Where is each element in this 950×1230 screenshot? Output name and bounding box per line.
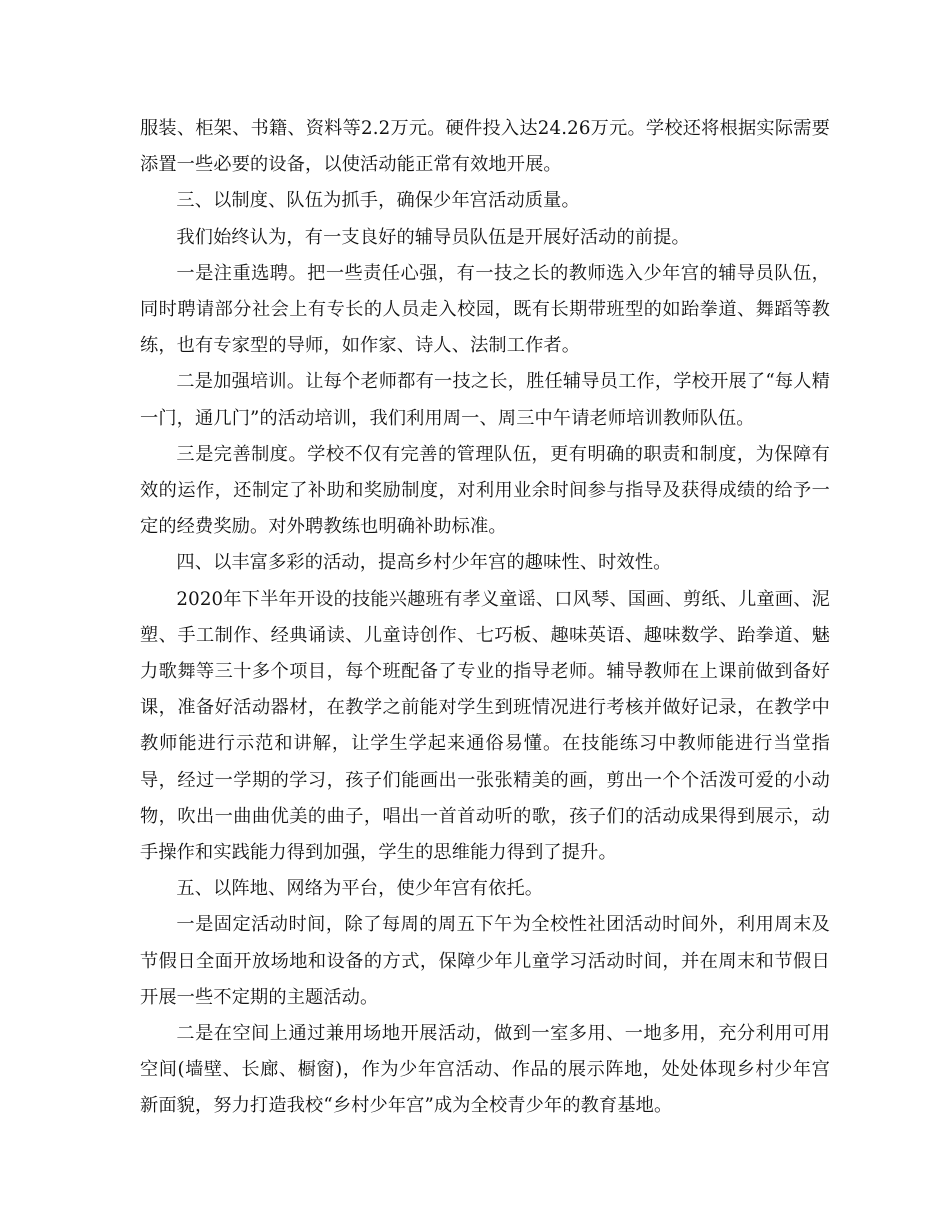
paragraph-system: 三是完善制度。学校不仅有完善的管理队伍，更有明确的职责和制度，为保障有效的运作，还制定了补助和奖励制度，对利用业余时间参与指导及获得成绩的给予一定的经费奖励。对外聘教练也明确补助标准。 [140, 443, 830, 538]
heading-section-four: 四、以丰富多彩的活动，提高乡村少年宫的趣味性、时效性。 [176, 552, 672, 574]
document-body [140, 111, 830, 1125]
paragraph-funding-continued: 服装、柜架、书籍、资料等2.2万元。硬件投入达24.26万元。学校还将根据实际需要添置一些必要的设备，以使活动能正常有效地开展。 [140, 118, 830, 176]
paragraph-interest-classes: 2020年下半年开设的技能兴趣班有孝义童谣、口风琴、国画、剪纸、儿童画、泥塑、手工制作、经典诵读、儿童诗创作、七巧板、趣味英语、趣味数学、跆拳道、魅力歌舞等三十多个项目，每个班配备了专业的指导老师。辅导教师在上课前做到备好课，准备好活动器材，在教学之前能对学生到班情况进行考核并做好记录，在教学中教师能进行示范和讲解，让学生学起来通俗易懂。在技能练习中教师能进行当堂指导，经过一学期的学习，孩子们能画出一张张精美的画，剪出一个个活泼可爱的小动物，吹出一曲曲优美的曲子，唱出一首首动听的歌，孩子们的活动成果得到展示，动手操作和实践能力得到加强，学生的思维能力得到了提升。 [140, 588, 830, 864]
paragraph-selection: 一是注重选聘。把一些责任心强，有一技之长的教师选入少年宫的辅导员队伍，同时聘请部分社会上有专长的人员走入校园，既有长期带班型的如跆拳道、舞蹈等教练，也有专家型的导师，如作家、诗人、法制工作者。 [140, 262, 830, 357]
paragraph-counselor-premise: 我们始终认为，有一支良好的辅导员队伍是开展好活动的前提。 [176, 226, 690, 248]
paragraph-space-usage: 二是在空间上通过兼用场地开展活动，做到一室多用、一地多用，充分利用可用空间(墙壁、长廊、橱窗)，作为少年宫活动、作品的展示阵地，处处体现乡村少年宫新面貌，努力打造我校“乡村少年宫”成为全校青少年的教育基地。 [140, 1023, 830, 1117]
paragraph-activity-time: 一是固定活动时间，除了每周的周五下午为全校性社团活动时间外，利用周末及节假日全面开放场地和设备的方式，保障少年儿童学习活动时间，并在周末和节假日开展一些不定期的主题活动。 [140, 914, 830, 1008]
heading-section-three: 三、以制度、队伍为抓手，确保少年宫活动质量。 [176, 190, 580, 212]
paragraph-training: 二是加强培训。让每个老师都有一技之长，胜任辅导员工作，学校开展了“每人精一门，通几门”的活动培训，我们利用周一、周三中午请老师培训教师队伍。 [140, 371, 830, 429]
heading-section-five: 五、以阵地、网络为平台，使少年宫有依托。 [176, 878, 544, 900]
